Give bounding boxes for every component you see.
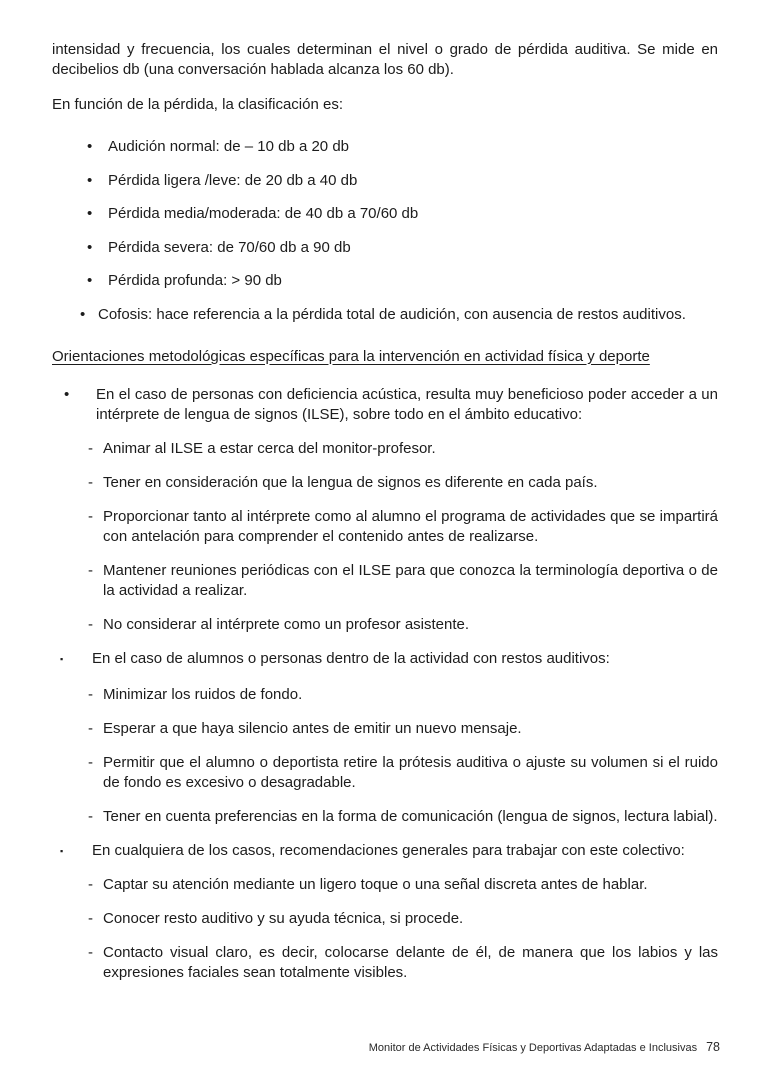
bullet-icon: • [87,171,93,189]
list-item [88,909,718,929]
list-item-text: Proporcionar tanto al intérprete como al alumno el programa de actividades que se impartirá con antelación para comprender el contenido antes de realizarse. [103,507,718,545]
list-item-text: Minimizar los ruidos de fondo. [103,685,303,703]
dash-icon: - [88,561,93,579]
page-footer [369,1040,720,1055]
list-item [87,137,718,157]
intro-paragraph: intensidad y frecuencia, los cuales determinan el nivel o grado de pérdida auditiva. Se mide en decibelios db (una conversación hablada alcanza los 60 db). [52,41,718,78]
section-recomendaciones-generales [52,841,718,983]
dash-icon: - [88,615,93,633]
list-item-text: No considerar al intérprete como un profesor asistente. [103,615,470,633]
list-item-text: Cofosis: hace referencia a la pérdida total de audición, con ausencia de restos auditivos. [98,305,686,323]
list-item [88,685,718,705]
list-item [88,875,718,895]
list-item [88,439,718,459]
page-number: 78 [706,1040,720,1054]
dash-icon: - [88,875,93,893]
classification-intro: En función de la pérdida, la clasificación es: [52,96,344,113]
list-item-text: Audición normal: de – 10 db a 20 db [108,138,350,155]
dash-icon: - [88,753,93,771]
list-item [88,719,718,739]
list-item [87,238,718,258]
section-lead-text: En cualquiera de los casos, recomendaciones generales para trabajar con este colectivo: [92,841,685,859]
list-item-text: Tener en cuenta preferencias en la forma de comunicación (lengua de signos, lectura labial). [103,807,718,825]
list-item [88,615,718,635]
section-lead-text: En el caso de alumnos o personas dentro de la actividad con restos auditivos: [92,649,610,667]
section-heading: Orientaciones metodológicas específicas para la intervención en actividad física y deporte [52,347,650,365]
section-lead [60,649,718,669]
list-item [88,807,718,827]
list-item-text: Pérdida profunda: > 90 db [108,272,282,289]
section-restos-auditivos [52,649,718,827]
page-content [52,40,718,997]
bullet-icon: • [87,238,93,256]
list-item [87,171,718,191]
dash-icon: - [88,473,93,491]
list-item [88,561,718,601]
bullet-icon: • [87,205,93,222]
list-item [87,204,718,224]
dash-icon: - [88,685,93,703]
section-lead [60,841,718,861]
list-item-text: Captar su atención mediante un ligero toque o una señal discreta antes de hablar. [103,875,648,893]
list-item [80,305,718,325]
classification-list [52,137,718,325]
list-item-text: Tener en consideración que la lengua de signos es diferente en cada país. [103,473,598,491]
list-item [88,943,718,983]
dash-icon: - [88,439,93,457]
list-item [88,507,718,547]
list-item-text: Permitir que el alumno o deportista retire la prótesis auditiva o ajuste su volumen si el ruido de fondo es excesivo o desagradable. [103,753,718,791]
list-item-text: Animar al ILSE a estar cerca del monitor-profesor. [103,439,436,457]
square-bullet-icon: ▪ [60,845,64,856]
dash-icon: - [88,807,93,825]
dash-icon: - [88,719,93,737]
list-item [87,271,718,291]
square-bullet-icon: ▪ [60,653,64,664]
dash-icon: - [88,507,93,525]
section-lead-text: En el caso de personas con deficiencia acústica, resulta muy beneficioso poder acceder a un intérprete de lengua de signos (ILSE), sobre todo en el ámbito educativo: [96,385,718,423]
list-item-text: Mantener reuniones periódicas con el ILSE para que conozca la terminología deportiva o de la actividad a realizar. [103,561,718,599]
bullet-icon: • [87,272,93,289]
bullet-icon: • [64,385,70,403]
section-lead [64,385,718,425]
list-item [88,473,718,493]
list-item-text: Esperar a que haya silencio antes de emitir un nuevo mensaje. [103,719,522,737]
list-item-text: Pérdida media/moderada: de 40 db a 70/60 db [108,205,419,222]
list-item-text: Pérdida ligera /leve: de 20 db a 40 db [108,171,358,189]
list-item [88,753,718,793]
section-ilse [52,385,718,635]
bullet-icon: • [87,138,93,155]
list-item-text: Contacto visual claro, es decir, colocarse delante de él, de manera que los labios y las expresiones faciales sean totalmente visibles. [103,943,718,981]
dash-icon: - [88,909,93,927]
footer-title: Monitor de Actividades Físicas y Deportivas Adaptadas e Inclusivas [368,1042,698,1054]
bullet-icon: • [80,305,86,323]
list-item-text: Pérdida severa: de 70/60 db a 90 db [108,238,351,256]
list-item-text: Conocer resto auditivo y su ayuda técnica, si procede. [103,909,464,927]
dash-icon: - [88,943,93,961]
